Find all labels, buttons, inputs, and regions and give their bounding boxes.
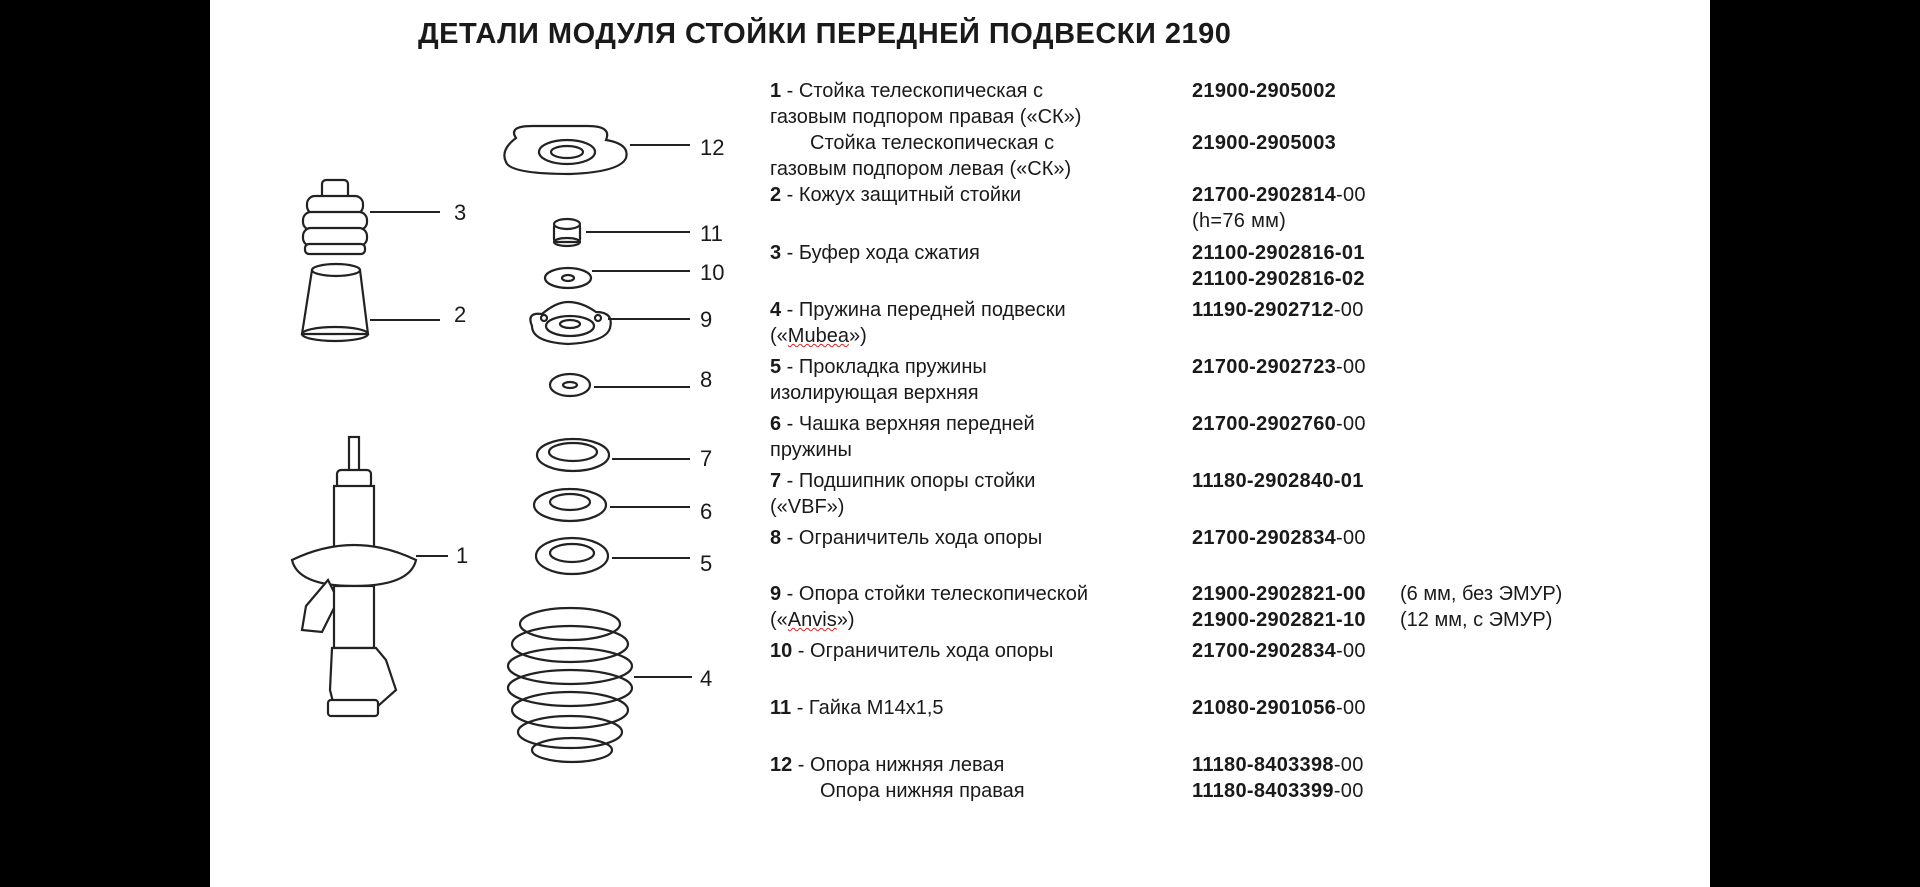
bearing-drawing: [537, 439, 609, 471]
part-entry-3: [770, 240, 980, 266]
nut-drawing: [554, 219, 580, 246]
part-entry-9: [770, 581, 1088, 633]
label-9: 9: [700, 307, 713, 332]
code-suffix: -00: [1333, 299, 1364, 321]
part-code-1-left: [1192, 130, 1336, 156]
part-number: 5: [770, 356, 782, 378]
part-code-5: [1192, 354, 1366, 380]
part-entry-1-left: [810, 130, 1054, 156]
code-value: 21080-2901056: [1192, 697, 1337, 719]
part-number: 12: [770, 754, 793, 776]
label-4: 4: [700, 666, 713, 691]
code-value: 21900-2905002: [1192, 80, 1337, 102]
part-desc-line1: - Пружина передней подвески: [781, 299, 1066, 321]
coil-spring-drawing: [508, 608, 632, 762]
part-code-8: [1192, 525, 1366, 551]
document-sheet: [210, 0, 1710, 887]
part-entry-12-right: [820, 778, 1025, 804]
label-10: 10: [700, 260, 725, 285]
part-number: 6: [770, 413, 782, 435]
part-entry-2: [770, 182, 1021, 208]
part-desc-line1: - Ограничитель хода опоры: [781, 527, 1043, 549]
code-value: 21900-2905003: [1192, 132, 1337, 154]
label-7: 7: [700, 446, 713, 471]
code-value: 11190-2902712: [1192, 299, 1334, 321]
part-desc-line1: - Прокладка пружины: [781, 356, 987, 378]
part-number: 1: [770, 80, 782, 102]
part-desc-line1: - Опора стойки телескопической: [781, 583, 1089, 605]
part-code-note-2: (h=76 мм): [1192, 210, 1287, 232]
label-1: 1: [456, 543, 469, 568]
part-code-9-alt: 21900-2902821-10: [1192, 609, 1366, 631]
part-desc-line2: Опора нижняя правая: [820, 780, 1025, 802]
part-desc-line2: изолирующая верхняя: [770, 382, 979, 404]
code-suffix: -00: [1336, 640, 1366, 662]
part-desc-line2: газовым подпором правая («СК»): [770, 106, 1082, 128]
part-note-9: (6 мм, без ЭМУР): [1400, 583, 1563, 605]
part-entry-5: [770, 354, 987, 406]
part-desc-line1: - Стойка телескопическая с: [781, 80, 1043, 102]
part-code-3: 21100-2902816-01: [1192, 242, 1365, 264]
part-note-9-alt: (12 мм, с ЭМУР): [1400, 609, 1553, 631]
part-code-10: [1192, 638, 1366, 664]
part-number: 10: [770, 640, 793, 662]
code-value: 21700-2902834: [1192, 527, 1337, 549]
label-6: 6: [700, 499, 713, 524]
lower-support-drawing: [504, 126, 626, 174]
part-code-11: [1192, 695, 1366, 721]
code-value: 11180-8403399: [1192, 780, 1334, 802]
spring-gasket-drawing: [536, 538, 608, 574]
part-entry-6: [770, 411, 1035, 463]
part-desc-line1: - Буфер хода сжатия: [781, 242, 980, 264]
part-code-9: 21900-2902821-00: [1192, 583, 1366, 605]
cover-drawing: [302, 264, 368, 341]
part-number: 7: [770, 470, 782, 492]
part-code-12: [1192, 752, 1364, 778]
part-number: 2: [770, 184, 782, 206]
label-8: 8: [700, 367, 713, 392]
code-suffix: -00: [1333, 780, 1364, 802]
part-desc-line2: газовым подпором левая («СК»): [770, 158, 1072, 180]
label-2: 2: [454, 302, 467, 327]
part-code-12-alt: [1192, 778, 1364, 804]
part-entry-7: [770, 468, 1035, 520]
page-title: ДЕТАЛИ МОДУЛЯ СТОЙКИ ПЕРЕДНЕЙ ПОДВЕСКИ 2190: [418, 18, 1232, 50]
part-desc-line1: - Чашка верхняя передней: [781, 413, 1035, 435]
label-12: 12: [700, 135, 725, 160]
spring-cup-drawing: [534, 489, 606, 521]
part-entry-12: [770, 752, 1004, 778]
part-desc-line1: Стойка телескопическая с: [810, 132, 1055, 154]
part-entry-1-left-line2: [770, 156, 1071, 182]
part-desc-line2: («VBF»): [770, 496, 845, 518]
part-desc-line2: («Anvis»): [770, 609, 855, 631]
part-entry-11: [770, 695, 944, 721]
strut-drawing: [292, 437, 416, 716]
part-number: 8: [770, 527, 782, 549]
part-entry-10: [770, 638, 1053, 664]
part-desc-line1: - Кожух защитный стойки: [781, 184, 1021, 206]
bump-stop-drawing: [303, 180, 367, 254]
code-value: 21700-2902760: [1192, 413, 1337, 435]
code-value: 21700-2902723: [1192, 356, 1337, 378]
part-code-7: 11180-2902840-01: [1192, 470, 1364, 492]
limiter-drawing: [550, 374, 590, 396]
part-desc-line2: («Mubea»): [770, 325, 867, 347]
strut-mount-drawing: [530, 302, 610, 344]
code-suffix: -00: [1336, 413, 1366, 435]
code-suffix: -00: [1336, 527, 1366, 549]
label-5: 5: [700, 551, 713, 576]
part-desc-line1: - Гайка М14х1,5: [791, 697, 944, 719]
code-value: 11180-8403398: [1192, 754, 1334, 776]
part-code-4: [1192, 297, 1364, 323]
part-entry-1: [770, 78, 1081, 130]
code-suffix: -00: [1336, 356, 1366, 378]
code-suffix: -00: [1336, 184, 1366, 206]
part-code-6: [1192, 411, 1366, 437]
part-number: 11: [770, 697, 792, 719]
part-entry-8: [770, 525, 1042, 551]
part-desc-line2: пружины: [770, 439, 852, 461]
code-suffix: -00: [1336, 697, 1366, 719]
part-number: 3: [770, 242, 782, 264]
code-value: 21700-2902834: [1192, 640, 1337, 662]
label-11: 11: [700, 221, 723, 246]
part-desc-line1: - Ограничитель хода опоры: [792, 640, 1054, 662]
code-suffix: -00: [1333, 754, 1364, 776]
label-3: 3: [454, 200, 467, 225]
part-number: 4: [770, 299, 782, 321]
part-number: 9: [770, 583, 782, 605]
part-code-2: [1192, 182, 1366, 208]
part-entry-4: [770, 297, 1066, 349]
part-desc-line1: - Подшипник опоры стойки: [781, 470, 1036, 492]
code-value: 21700-2902814: [1192, 184, 1337, 206]
washer-drawing: [545, 268, 591, 288]
part-code-3-alt: 21100-2902816-02: [1192, 268, 1365, 290]
part-code-1: [1192, 78, 1336, 104]
part-desc-line1: - Опора нижняя левая: [792, 754, 1005, 776]
